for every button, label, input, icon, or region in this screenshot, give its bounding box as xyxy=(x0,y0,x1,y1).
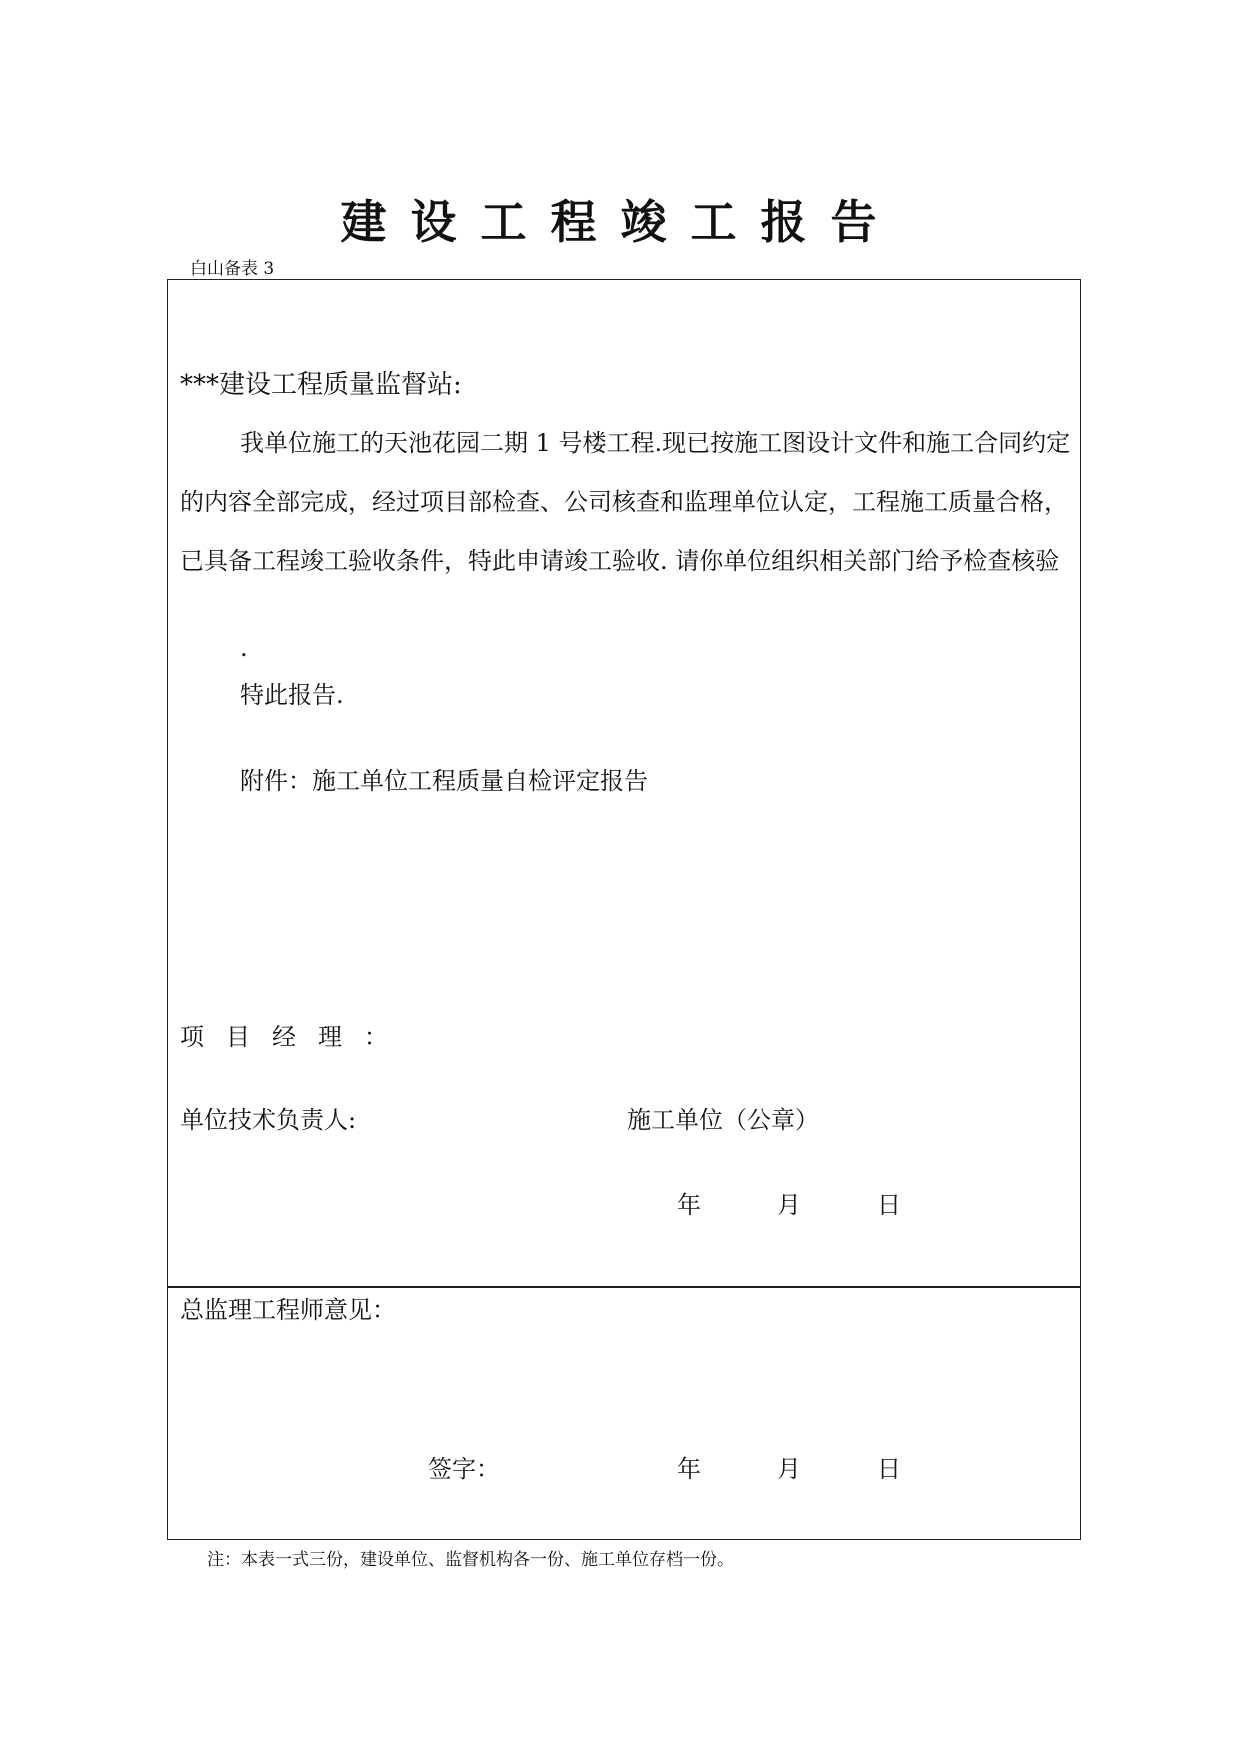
date-month-label: 月 xyxy=(777,1191,801,1219)
supervisor-date-day-label: 日 xyxy=(877,1455,901,1483)
footnote: 注：本表一式三份，建设单位、监督机构各一份、施工单位存档一份。 xyxy=(207,1550,734,1570)
supervisor-date-month-label: 月 xyxy=(777,1455,801,1483)
report-closing: 特此报告. xyxy=(240,681,344,709)
construction-unit-seal-label: 施工单位（公章） xyxy=(627,1106,819,1134)
chief-supervisor-opinion-label: 总监理工程师意见： xyxy=(180,1296,396,1324)
date-year-label: 年 xyxy=(677,1191,701,1219)
project-manager-label: 项目经理： xyxy=(180,1023,410,1051)
addressee: ***建设工程质量监督站: xyxy=(180,370,462,400)
form-code: 白山备表 3 xyxy=(190,259,275,279)
attachment-line: 附件：施工单位工程质量自检评定报告 xyxy=(240,767,648,795)
signature-label: 签字： xyxy=(428,1455,500,1483)
supervisor-date-year-label: 年 xyxy=(677,1455,701,1483)
date-day-label: 日 xyxy=(877,1191,901,1219)
document-title: 建设工程竣工报告 xyxy=(340,195,901,249)
report-body: 我单位施工的天池花园二期 1 号楼工程.现已按施工图设计文件和施工合同约定的内容全部完成，经过项目部检查、公司核查和监理单位认定，工程施工质量合格，已具备工程竣工验收条件，特此申请竣工验收. 请你单位组织相关部门给予检查核验 xyxy=(180,429,1071,575)
body-dot: . xyxy=(240,634,248,662)
tech-lead-label: 单位技术负责人: xyxy=(180,1106,357,1134)
